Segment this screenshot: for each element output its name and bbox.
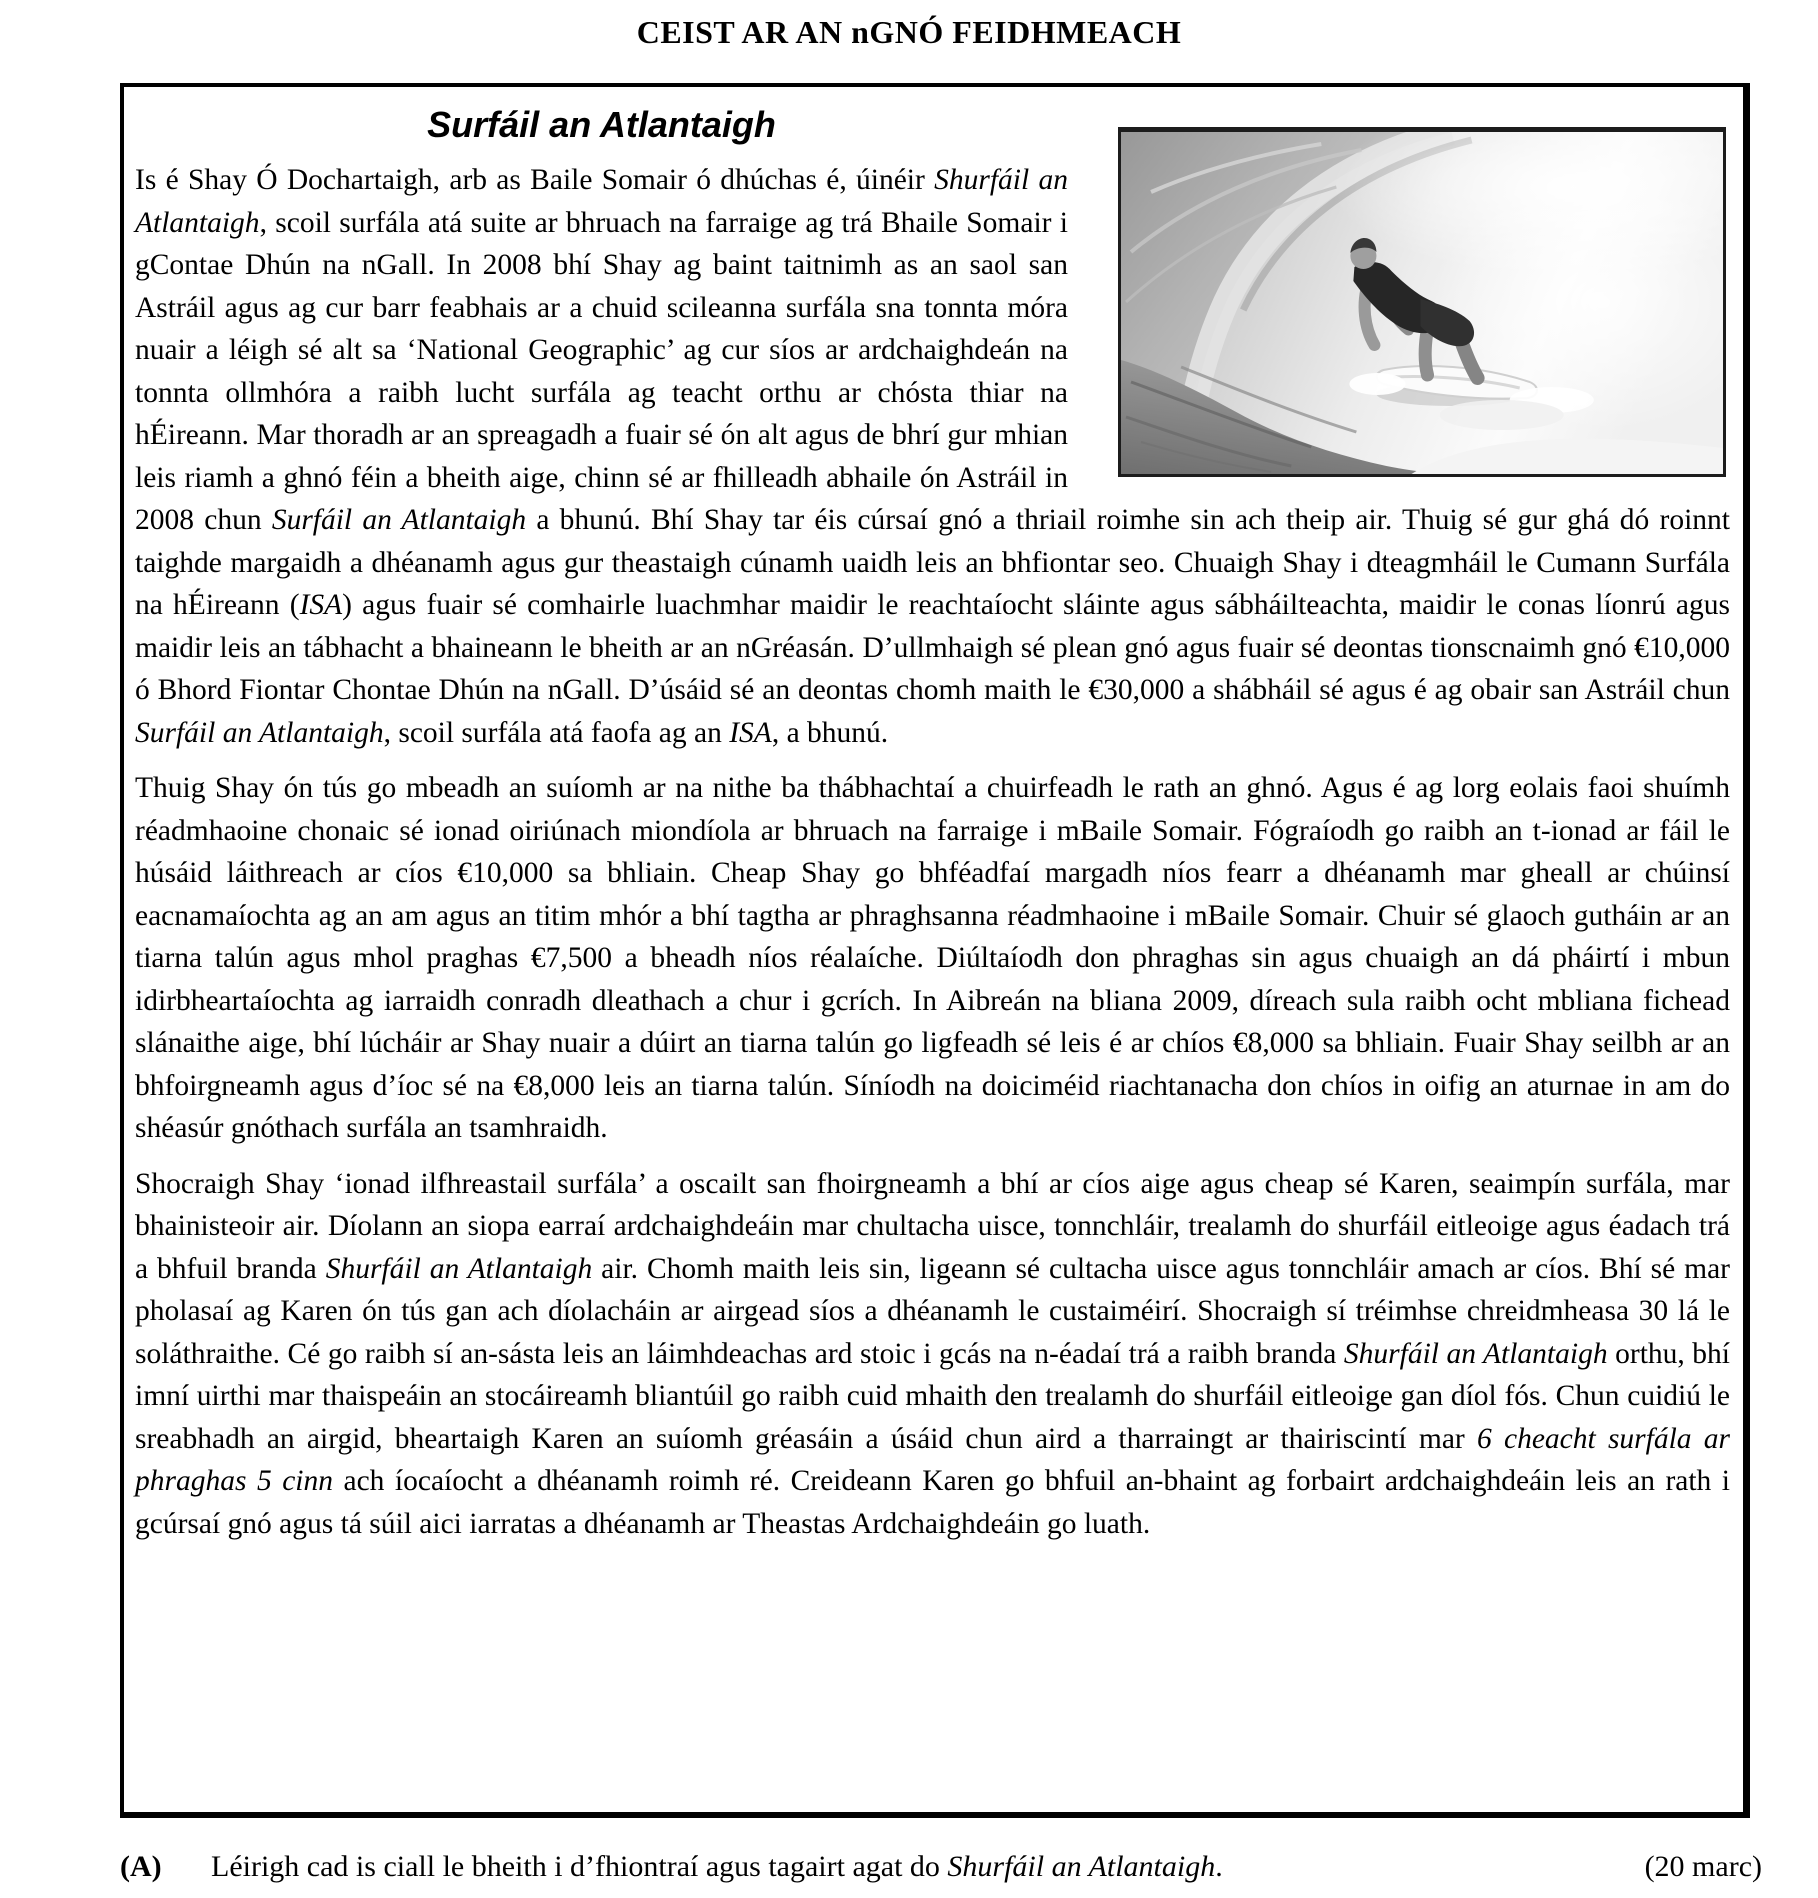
question-a-row: [120, 1846, 1762, 1888]
page-title: CEIST AR AN nGNÓ FEIDHMEACH: [636, 14, 1182, 50]
question-a-text: Léirigh cad is ciall le bheith i d’fhiontraí agus tagairt agat do Shurfáil an Atlantaigh.: [211, 1850, 1223, 1883]
spray-left: [1349, 373, 1405, 395]
paragraph-1: Is é Shay Ó Dochartaigh, arb as Baile Somair ó dhúchas é, úinéir Shurfáil an Atlantaigh, scoil surfála atá suite ar bhruach na farraige ag trá Bhaile Somair i gContae Dhún na nGall. In 2008 bhí Shay ag baint taitnimh as an saol san Astráil agus ag cur barr feabhais ar a chuid scileanna surfála sna tonnta móra nuair a léigh sé alt sa ‘National Geographic’ ag cur síos ar ardchaighdeán na tonnta ollmhóra a raibh lucht surfála ag teacht orthu ar chósta thiar na hÉireann. Mar thoradh ar an spreagadh a fuair sé ón alt agus de bhrí gur mhian leis riamh a ghnó féin a bheith aige, chinn sé ar fhilleadh abhaile ón Astráil in 2008 chun Surfáil an Atlantaigh a bhunú. Bhí Shay tar éis cúrsaí gnó a thriail roimhe sin ach theip air. Thuig sé gur ghá dó roinnt taighde margaidh a dhéanamh agus gur theastaigh cúnamh uaidh leis an bhfiontar seo. Chuaigh Shay i dteagmháil le Cumann Surfála na hÉireann (ISA) agus fuair sé comhairle luachmhar maidir le reachtaíocht sláinte agus sábháilteachta, maidir le conas líonrú agus maidir leis an tábhacht a bhaineann le bheith ar an nGréasán. D’ullmhaigh sé plean gnó agus fuair sé deontas tionscnaimh gnó €10,000 ó Bhord Fiontar Chontae Dhún na nGall. D’úsáid sé an deontas chomh maith le €30,000 a shábháil sé agus é ag obair san Astráil chun Surfáil an Atlantaigh, scoil surfála atá faofa ag an ISA, a bhunú.: [135, 164, 1731, 749]
question-a-marks: (20 marc): [1644, 1850, 1762, 1883]
surfer-wave-illustration: [1121, 132, 1723, 474]
article-box: [120, 83, 1750, 1818]
surfer-photo: [1118, 127, 1726, 477]
surfer-front-leg: [1425, 335, 1427, 375]
paragraph-3: Shocraigh Shay ‘ionad ilfhreastail surfála’ a oscailt san fhoirgneamh a bhí ar cíos aige agus cheap sé Karen, seaimpín surfála, mar bhainisteoir air. Díolann an siopa earraí ardchaighdeáin mar chultacha uisce, tonnchláir, trealamh do shurfáil eitleoige agus éadach trá a bhfuil branda Shurfáil an Atlantaigh air. Chomh maith leis sin, ligeann sé cultacha uisce agus tonnchláir amach ar cíos. Bhí sé mar pholasaí ag Karen ón tús gan ach díolacháin ar airgead síos a dhéanamh le custaiméirí. Shocraigh sí tréimhse chreidmheasa 30 lá le soláthraithe. Cé go raibh sí an-sásta leis an láimhdeachas ard stoic i gcás na n-éadaí trá a raibh branda Shurfáil an Atlantaigh orthu, bhí imní uirthi mar thaispeáin an stocáireamh bliantúil go raibh cuid mhaith den trealamh do shurfáil eitleoige gan díol fós. Chun cuidiú le sreabhadh an airgid, bheartaigh Karen an suíomh gréasáin a úsáid chun aird a tharraingt ar thairiscintí mar 6 cheacht surfála ar phraghas 5 cinn ach íocaíocht a dhéanamh roimh ré. Creideann Karen go bhfuil an-bhaint ag forbairt ardchaighdeáin leis an rath i gcúrsaí gnó agus tá súil aici iarratas a dhéanamh ar Theastas Ardchaighdeáin go luath.: [135, 1167, 1731, 1540]
article-title: Surfáil an Atlantaigh: [427, 104, 776, 145]
paragraph-2: Thuig Shay ón tús go mbeadh an suíomh ar na nithe ba thábhachtaí a chuirfeadh le rath an ghnó. Agus é ag lorg eolais faoi shuímh réadmhaoine chonaic sé ionad oiriúnach miondíola ar bhruach na farraige i mBaile Somair. Fógraíodh go raibh an t-ionad ar fáil le húsáid láithreach ar cíos €10,000 sa bhliain. Cheap Shay go bhféadfaí margadh níos fearr a dhéanamh mar gheall ar chúinsí eacnamaíochta ag an am agus an titim mhór a bhí tagtha ar phraghsanna réadmhaoine i mBaile Somair. Chuir sé glaoch gutháin ar an tiarna talún agus mhol praghas €7,500 a bheadh níos réalaíche. Diúltaíodh don phraghas sin agus chuaigh an dá pháirtí i mbun idirbheartaíochta ag iarraidh conradh dleathach a chur i gcrích. In Aibreán na bliana 2009, díreach sula raibh ocht mbliana fichead slánaithe aige, bhí lúcháir ar Shay nuair a dúirt an tiarna talún go ligfeadh sé leis é ar chíos €8,000 sa bhliain. Fuair Shay seilbh ar an bhfoirgneamh agus d’íoc sé na €8,000 leis an tiarna talún. Síníodh na doiciméid riachtanacha don chíos in oifig an aturnae in am do shéasúr gnóthach surfála an tsamhraidh.: [135, 772, 1730, 1144]
question-a-label: (A): [120, 1850, 162, 1883]
